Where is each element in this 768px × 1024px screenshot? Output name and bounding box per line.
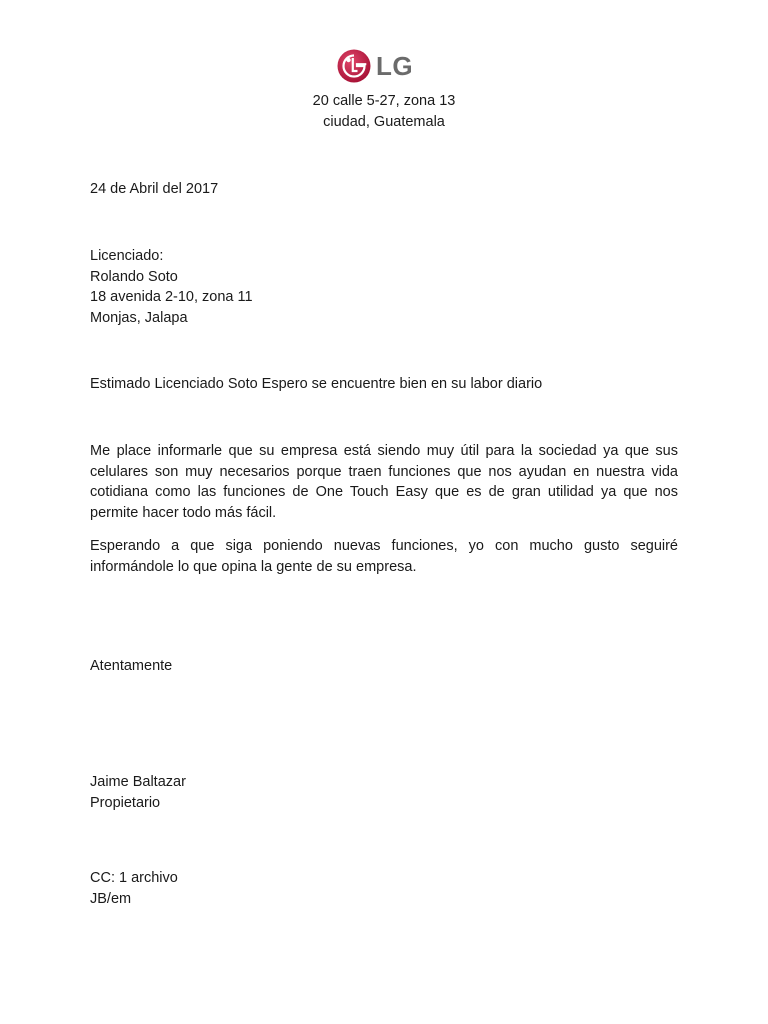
copy-notation: [90, 868, 678, 909]
lg-logo: [337, 46, 427, 86]
sender-address-line-1: 20 calle 5-27, zona 13: [312, 93, 456, 109]
cc-text: CC: 1 archivo: [90, 870, 178, 886]
signer-role: Propietario: [90, 794, 161, 811]
recipient-title: Licenciado:: [90, 248, 164, 264]
body-paragraph-1: [90, 441, 678, 523]
greeting: [90, 374, 678, 395]
letter-date: [90, 179, 678, 200]
date-text: 24 de Abril del 2017: [90, 181, 219, 197]
recipient-address-line-1: 18 avenida 2-10, zona 11: [90, 289, 253, 305]
body-paragraph-1-text: Me place informarle que su empresa está siendo muy útil para la sociedad ya que sus celulares son muy necesarios porque traen funciones que nos ayudan en nuestra vida cotidiana como las funciones de One Touch Easy que es de gran utilidad ya que nos permite hacer todo más fácil.: [90, 443, 678, 521]
signature-block: [90, 772, 678, 813]
body-paragraph-2: [90, 536, 678, 577]
closing-text: Atentamente: [90, 658, 173, 674]
body-paragraph-2-text: Esperando a que siga poniendo nuevas funciones, yo con mucho gusto seguiré informándole lo que opina la gente de su empresa.: [90, 538, 678, 575]
closing: [90, 656, 678, 677]
greeting-text: Estimado Licenciado Soto Espero se encuentre bien en su labor diario: [90, 376, 543, 392]
sender-address-line-2: ciudad, Guatemala: [323, 113, 445, 130]
signer-name: Jaime Baltazar: [90, 774, 186, 790]
recipient-block: [90, 246, 678, 328]
recipient-name: Rolando Soto: [90, 268, 178, 285]
sender-address: [0, 91, 768, 132]
reference-initials: JB/em: [90, 890, 132, 907]
recipient-address-line-2: Monjas, Jalapa: [90, 309, 188, 326]
lg-wordmark: LG: [376, 51, 414, 81]
lg-face-logo-icon: [337, 49, 371, 83]
